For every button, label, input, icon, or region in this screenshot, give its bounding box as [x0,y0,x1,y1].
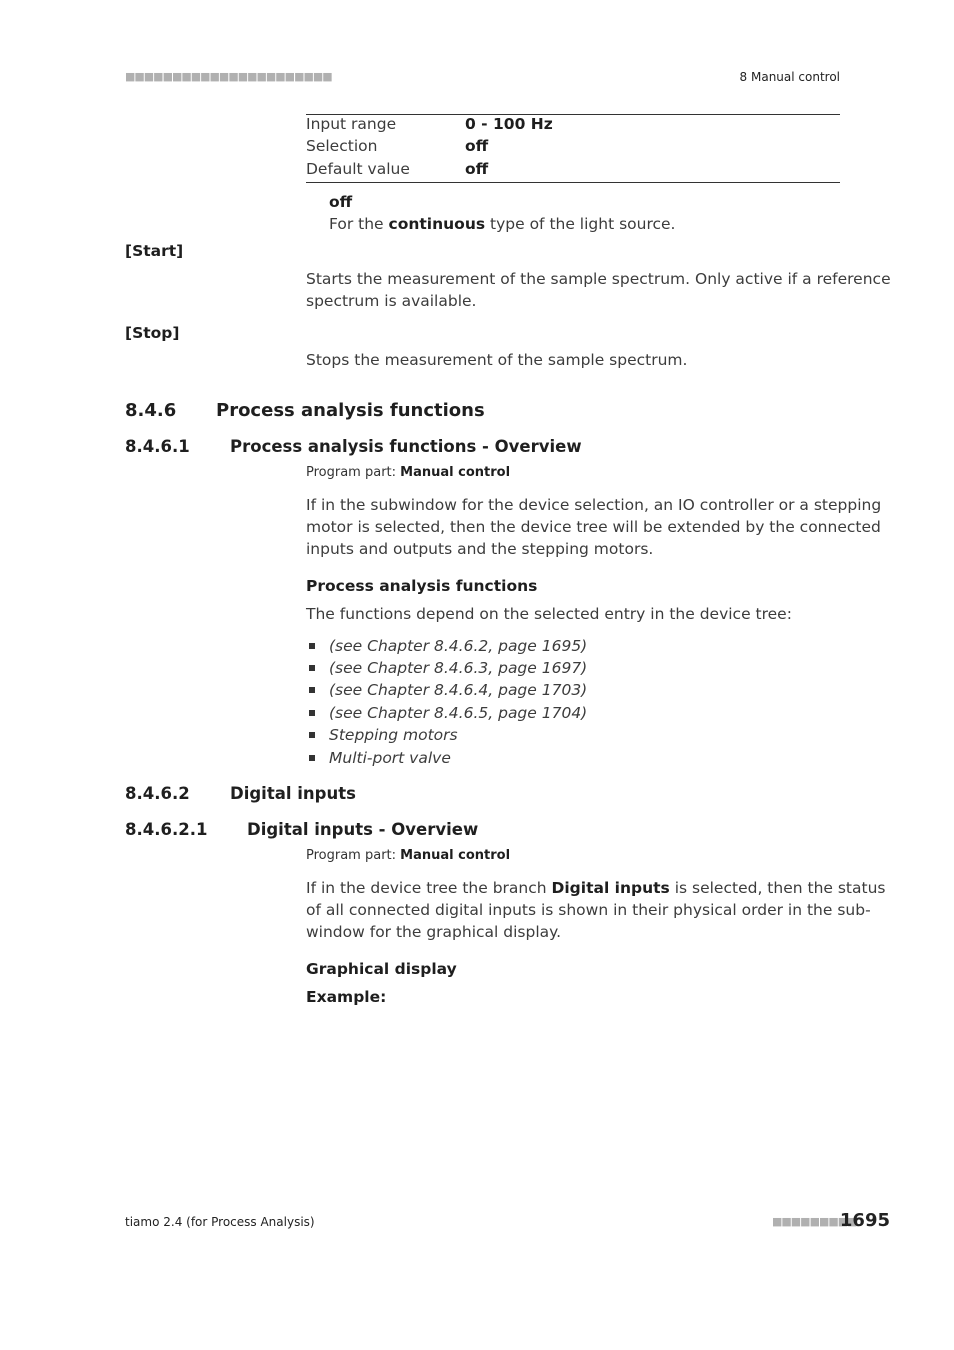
option-description: For the continuous type of the light source. [329,215,676,233]
list-item: Stepping motors [329,726,458,744]
start-label: [Start] [125,242,184,260]
paragraph-line: If in the device tree the branch Digital inputs is selected, then the status [306,879,886,897]
section-title: Process analysis functions [216,400,485,421]
table-label: Default value [306,160,410,178]
table-value: off [465,137,489,155]
bullet-icon [309,755,315,761]
list-item[interactable]: (see Chapter 8.4.6.5, page 1704) [329,704,588,722]
subheading: Process analysis functions [306,577,538,595]
table-label: Input range [306,115,397,133]
program-part: Program part: Manual control [306,465,511,480]
page-number: 1695 [839,1210,890,1231]
subsection-title: Digital inputs [230,784,356,803]
list-item: Multi-port valve [329,749,451,767]
subsubsection-number: 8.4.6.2.1 [125,820,208,839]
header-chapter: 8 Manual control [739,70,840,84]
paragraph-line: motor is selected, then the device tree will be extended by the connected [306,518,881,536]
table-value: off [465,160,489,178]
subsubsection-title: Digital inputs - Overview [247,820,479,839]
start-desc-line2: spectrum is available. [306,292,477,310]
subsection-number: 8.4.6.2 [125,784,190,803]
paragraph-line: If in the subwindow for the device selection, an IO controller or a stepping [306,496,882,514]
example-label: Example: [306,988,387,1006]
subheading: Graphical display [306,960,457,978]
header-decoration: ■■■■■■■■■■■■■■■■■■■■■■ [125,70,332,83]
bullet-icon [309,687,315,693]
section-number: 8.4.6 [125,400,177,421]
paragraph-line: of all connected digital inputs is shown in their physical order in the sub- [306,901,871,919]
bullet-icon [309,732,315,738]
bullet-icon [309,665,315,671]
table-label: Selection [306,137,378,155]
program-part: Program part: Manual control [306,848,511,863]
start-desc-line1: Starts the measurement of the sample spectrum. Only active if a reference [306,270,891,288]
list-item[interactable]: (see Chapter 8.4.6.3, page 1697) [329,659,588,677]
table-value: 0 - 100 Hz [465,115,553,133]
subsection-number: 8.4.6.1 [125,437,190,456]
footer-product: tiamo 2.4 (for Process Analysis) [125,1215,315,1229]
footer-decoration: ■■■■■■■■■ [772,1215,857,1228]
bullet-icon [309,710,315,716]
table-row [306,113,396,135]
stop-desc: Stops the measurement of the sample spectrum. [306,351,688,369]
list-intro: The functions depend on the selected entry in the device tree: [306,605,792,623]
paragraph-line: inputs and outputs and the stepping motors. [306,540,654,558]
list-item[interactable]: (see Chapter 8.4.6.2, page 1695) [329,637,588,655]
bullet-icon [309,643,315,649]
paragraph-line: window for the graphical display. [306,923,562,941]
stop-label: [Stop] [125,324,180,342]
table-bottom-rule [306,182,840,183]
subsection-title: Process analysis functions - Overview [230,437,582,456]
list-item[interactable]: (see Chapter 8.4.6.4, page 1703) [329,681,588,699]
option-title: off [329,193,353,211]
